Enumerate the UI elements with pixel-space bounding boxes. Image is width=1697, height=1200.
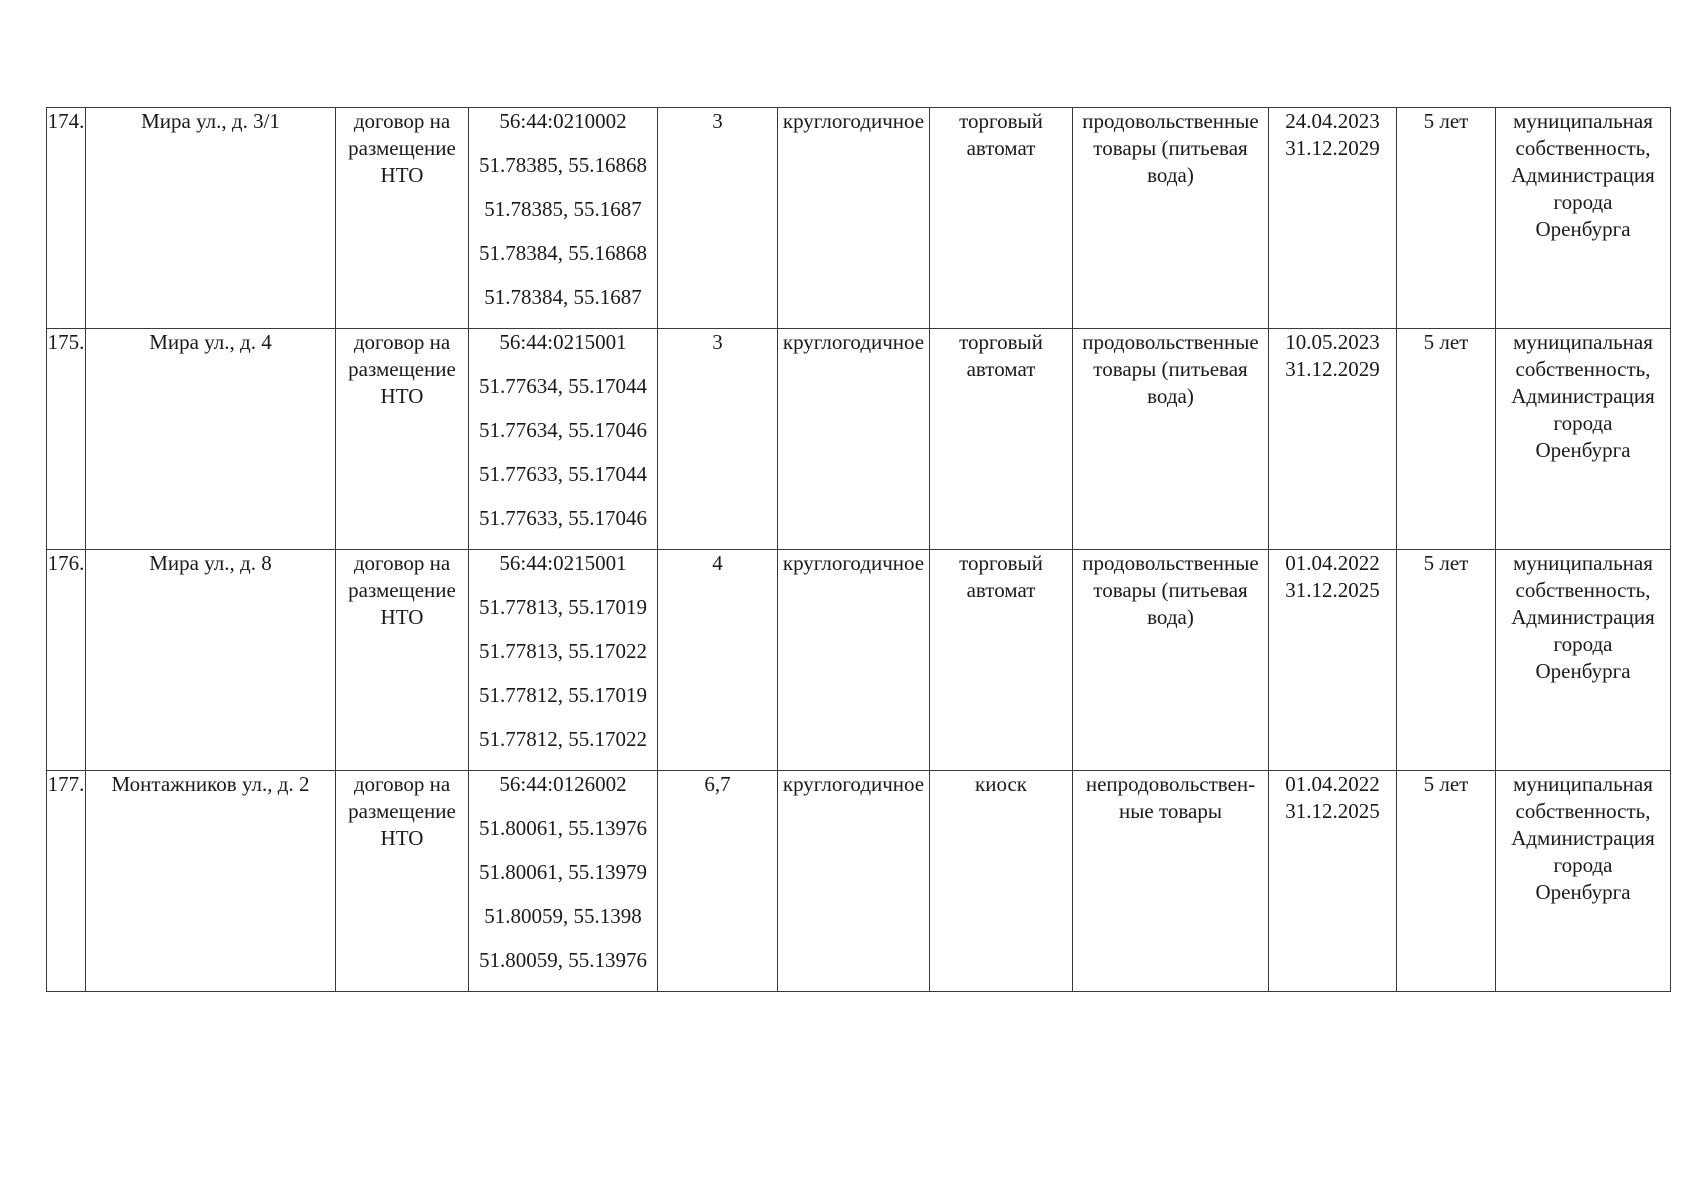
period-cell	[778, 329, 930, 550]
coordinate-pair: 51.77813, 55.17022	[479, 639, 647, 663]
date-start: 10.05.2023	[1285, 330, 1380, 354]
object-type-line: торговый	[959, 551, 1043, 575]
row-number: 175.	[47, 330, 85, 354]
table-row	[47, 329, 1671, 550]
owner-line: собственность,	[1515, 578, 1651, 602]
address-text: Мира ул., д. 4	[149, 330, 272, 354]
owner-line: муниципальная	[1513, 330, 1653, 354]
address-text: Мира ул., д. 8	[149, 551, 272, 575]
basis-cell	[336, 329, 469, 550]
date-end: 31.12.2025	[1285, 799, 1380, 823]
owner-line: города	[1553, 190, 1613, 214]
term-text: 5 лет	[1423, 551, 1469, 575]
object-type-cell	[930, 550, 1073, 771]
owner-line: города	[1553, 853, 1613, 877]
period-cell	[778, 771, 930, 992]
owner-line: собственность,	[1515, 136, 1651, 160]
period-cell	[778, 550, 930, 771]
owner-cell	[1496, 771, 1671, 992]
cadastral-number: 56:44:0215001	[499, 330, 627, 354]
object-type-line: торговый	[959, 330, 1043, 354]
object-type-cell	[930, 329, 1073, 550]
basis-line: НТО	[380, 163, 424, 187]
coordinate-pair: 51.80061, 55.13979	[479, 860, 647, 884]
basis-cell	[336, 771, 469, 992]
cadastral-number: 56:44:0215001	[499, 551, 627, 575]
object-type-cell	[930, 771, 1073, 992]
coordinate-pair: 51.80059, 55.13976	[479, 948, 647, 972]
goods-line: продовольственные	[1082, 330, 1259, 354]
cadastral-number: 56:44:0126002	[499, 772, 627, 796]
basis-line: договор на	[353, 551, 451, 575]
coordinate-pair: 51.78384, 55.16868	[479, 241, 647, 265]
goods-line: непродовольствен-	[1085, 772, 1256, 796]
goods-cell	[1073, 771, 1269, 992]
period-text: круглогодичное	[782, 551, 925, 575]
cadastral-number: 56:44:0210002	[499, 109, 627, 133]
owner-line: Оренбурга	[1535, 438, 1631, 462]
object-type-line: автомат	[966, 578, 1036, 602]
area-value: 6,7	[704, 772, 731, 796]
basis-line: договор на	[353, 109, 451, 133]
cadastral-coords-cell	[469, 550, 658, 771]
address-cell	[86, 550, 336, 771]
owner-line: города	[1553, 632, 1613, 656]
goods-line: товары (питьевая	[1093, 578, 1248, 602]
object-type-line: автомат	[966, 357, 1036, 381]
basis-cell	[336, 108, 469, 329]
basis-line: размещение	[348, 357, 456, 381]
area-value: 3	[712, 109, 723, 133]
owner-line: собственность,	[1515, 357, 1651, 381]
basis-cell	[336, 550, 469, 771]
goods-line: вода)	[1147, 384, 1194, 408]
address-cell	[86, 329, 336, 550]
term-text: 5 лет	[1423, 109, 1469, 133]
basis-line: размещение	[348, 136, 456, 160]
coordinate-pair: 51.78385, 55.1687	[484, 197, 642, 221]
term-cell	[1397, 329, 1496, 550]
coordinate-pair: 51.77633, 55.17046	[479, 506, 647, 530]
row-number-cell	[47, 108, 86, 329]
nto-registry-table	[46, 107, 1671, 992]
owner-line: Оренбурга	[1535, 880, 1631, 904]
period-text: круглогодичное	[782, 772, 925, 796]
row-number-cell	[47, 329, 86, 550]
address-text: Монтажников ул., д. 2	[111, 772, 310, 796]
goods-line: продовольственные	[1082, 551, 1259, 575]
cadastral-coords-cell	[469, 329, 658, 550]
basis-line: договор на	[353, 330, 451, 354]
row-number: 174.	[47, 109, 85, 133]
period-text: круглогодичное	[782, 109, 925, 133]
basis-line: размещение	[348, 799, 456, 823]
basis-line: НТО	[380, 384, 424, 408]
coordinate-pair: 51.80061, 55.13976	[479, 816, 647, 840]
table-row	[47, 550, 1671, 771]
owner-line: муниципальная	[1513, 109, 1653, 133]
goods-line: товары (питьевая	[1093, 136, 1248, 160]
row-number-cell	[47, 550, 86, 771]
area-cell	[658, 771, 778, 992]
goods-cell	[1073, 108, 1269, 329]
row-number: 177.	[47, 772, 85, 796]
goods-cell	[1073, 550, 1269, 771]
coordinate-pair: 51.77813, 55.17019	[479, 595, 647, 619]
date-start: 01.04.2022	[1285, 772, 1380, 796]
area-cell	[658, 108, 778, 329]
period-text: круглогодичное	[782, 330, 925, 354]
coordinate-pair: 51.80059, 55.1398	[484, 904, 642, 928]
dates-cell	[1269, 108, 1397, 329]
date-end: 31.12.2029	[1285, 357, 1380, 381]
basis-line: договор на	[353, 772, 451, 796]
table-row	[47, 771, 1671, 992]
owner-line: Администрация	[1511, 605, 1655, 629]
area-cell	[658, 329, 778, 550]
owner-line: Администрация	[1511, 826, 1655, 850]
coordinate-pair: 51.77634, 55.17044	[479, 374, 647, 398]
basis-line: НТО	[380, 605, 424, 629]
object-type-line: автомат	[966, 136, 1036, 160]
owner-line: города	[1553, 411, 1613, 435]
table-body	[47, 108, 1671, 992]
cadastral-coords-cell	[469, 108, 658, 329]
owner-cell	[1496, 550, 1671, 771]
period-cell	[778, 108, 930, 329]
coordinate-pair: 51.77634, 55.17046	[479, 418, 647, 442]
goods-line: продовольственные	[1082, 109, 1259, 133]
area-value: 3	[712, 330, 723, 354]
coordinate-pair: 51.77812, 55.17019	[479, 683, 647, 707]
address-cell	[86, 771, 336, 992]
row-number: 176.	[47, 551, 85, 575]
owner-line: муниципальная	[1513, 772, 1653, 796]
object-type-cell	[930, 108, 1073, 329]
goods-line: вода)	[1147, 605, 1194, 629]
date-end: 31.12.2025	[1285, 578, 1380, 602]
term-text: 5 лет	[1423, 330, 1469, 354]
owner-line: Оренбурга	[1535, 659, 1631, 683]
row-number-cell	[47, 771, 86, 992]
term-cell	[1397, 771, 1496, 992]
term-cell	[1397, 550, 1496, 771]
address-cell	[86, 108, 336, 329]
area-value: 4	[712, 551, 723, 575]
coordinate-pair: 51.77812, 55.17022	[479, 727, 647, 751]
goods-line: вода)	[1147, 163, 1194, 187]
term-cell	[1397, 108, 1496, 329]
coordinate-pair: 51.78385, 55.16868	[479, 153, 647, 177]
object-type-line: торговый	[959, 109, 1043, 133]
owner-line: собственность,	[1515, 799, 1651, 823]
address-text: Мира ул., д. 3/1	[141, 109, 280, 133]
owner-cell	[1496, 329, 1671, 550]
object-type-line: киоск	[975, 772, 1027, 796]
goods-cell	[1073, 329, 1269, 550]
goods-line: товары (питьевая	[1093, 357, 1248, 381]
owner-line: Оренбурга	[1535, 217, 1631, 241]
date-end: 31.12.2029	[1285, 136, 1380, 160]
dates-cell	[1269, 550, 1397, 771]
dates-cell	[1269, 771, 1397, 992]
coordinate-pair: 51.78384, 55.1687	[484, 285, 642, 309]
date-start: 24.04.2023	[1285, 109, 1380, 133]
owner-line: Администрация	[1511, 384, 1655, 408]
owner-cell	[1496, 108, 1671, 329]
term-text: 5 лет	[1423, 772, 1469, 796]
basis-line: размещение	[348, 578, 456, 602]
cadastral-coords-cell	[469, 771, 658, 992]
owner-line: Администрация	[1511, 163, 1655, 187]
coordinate-pair: 51.77633, 55.17044	[479, 462, 647, 486]
dates-cell	[1269, 329, 1397, 550]
owner-line: муниципальная	[1513, 551, 1653, 575]
goods-line: ные товары	[1119, 799, 1222, 823]
basis-line: НТО	[380, 826, 424, 850]
area-cell	[658, 550, 778, 771]
date-start: 01.04.2022	[1285, 551, 1380, 575]
table-row	[47, 108, 1671, 329]
